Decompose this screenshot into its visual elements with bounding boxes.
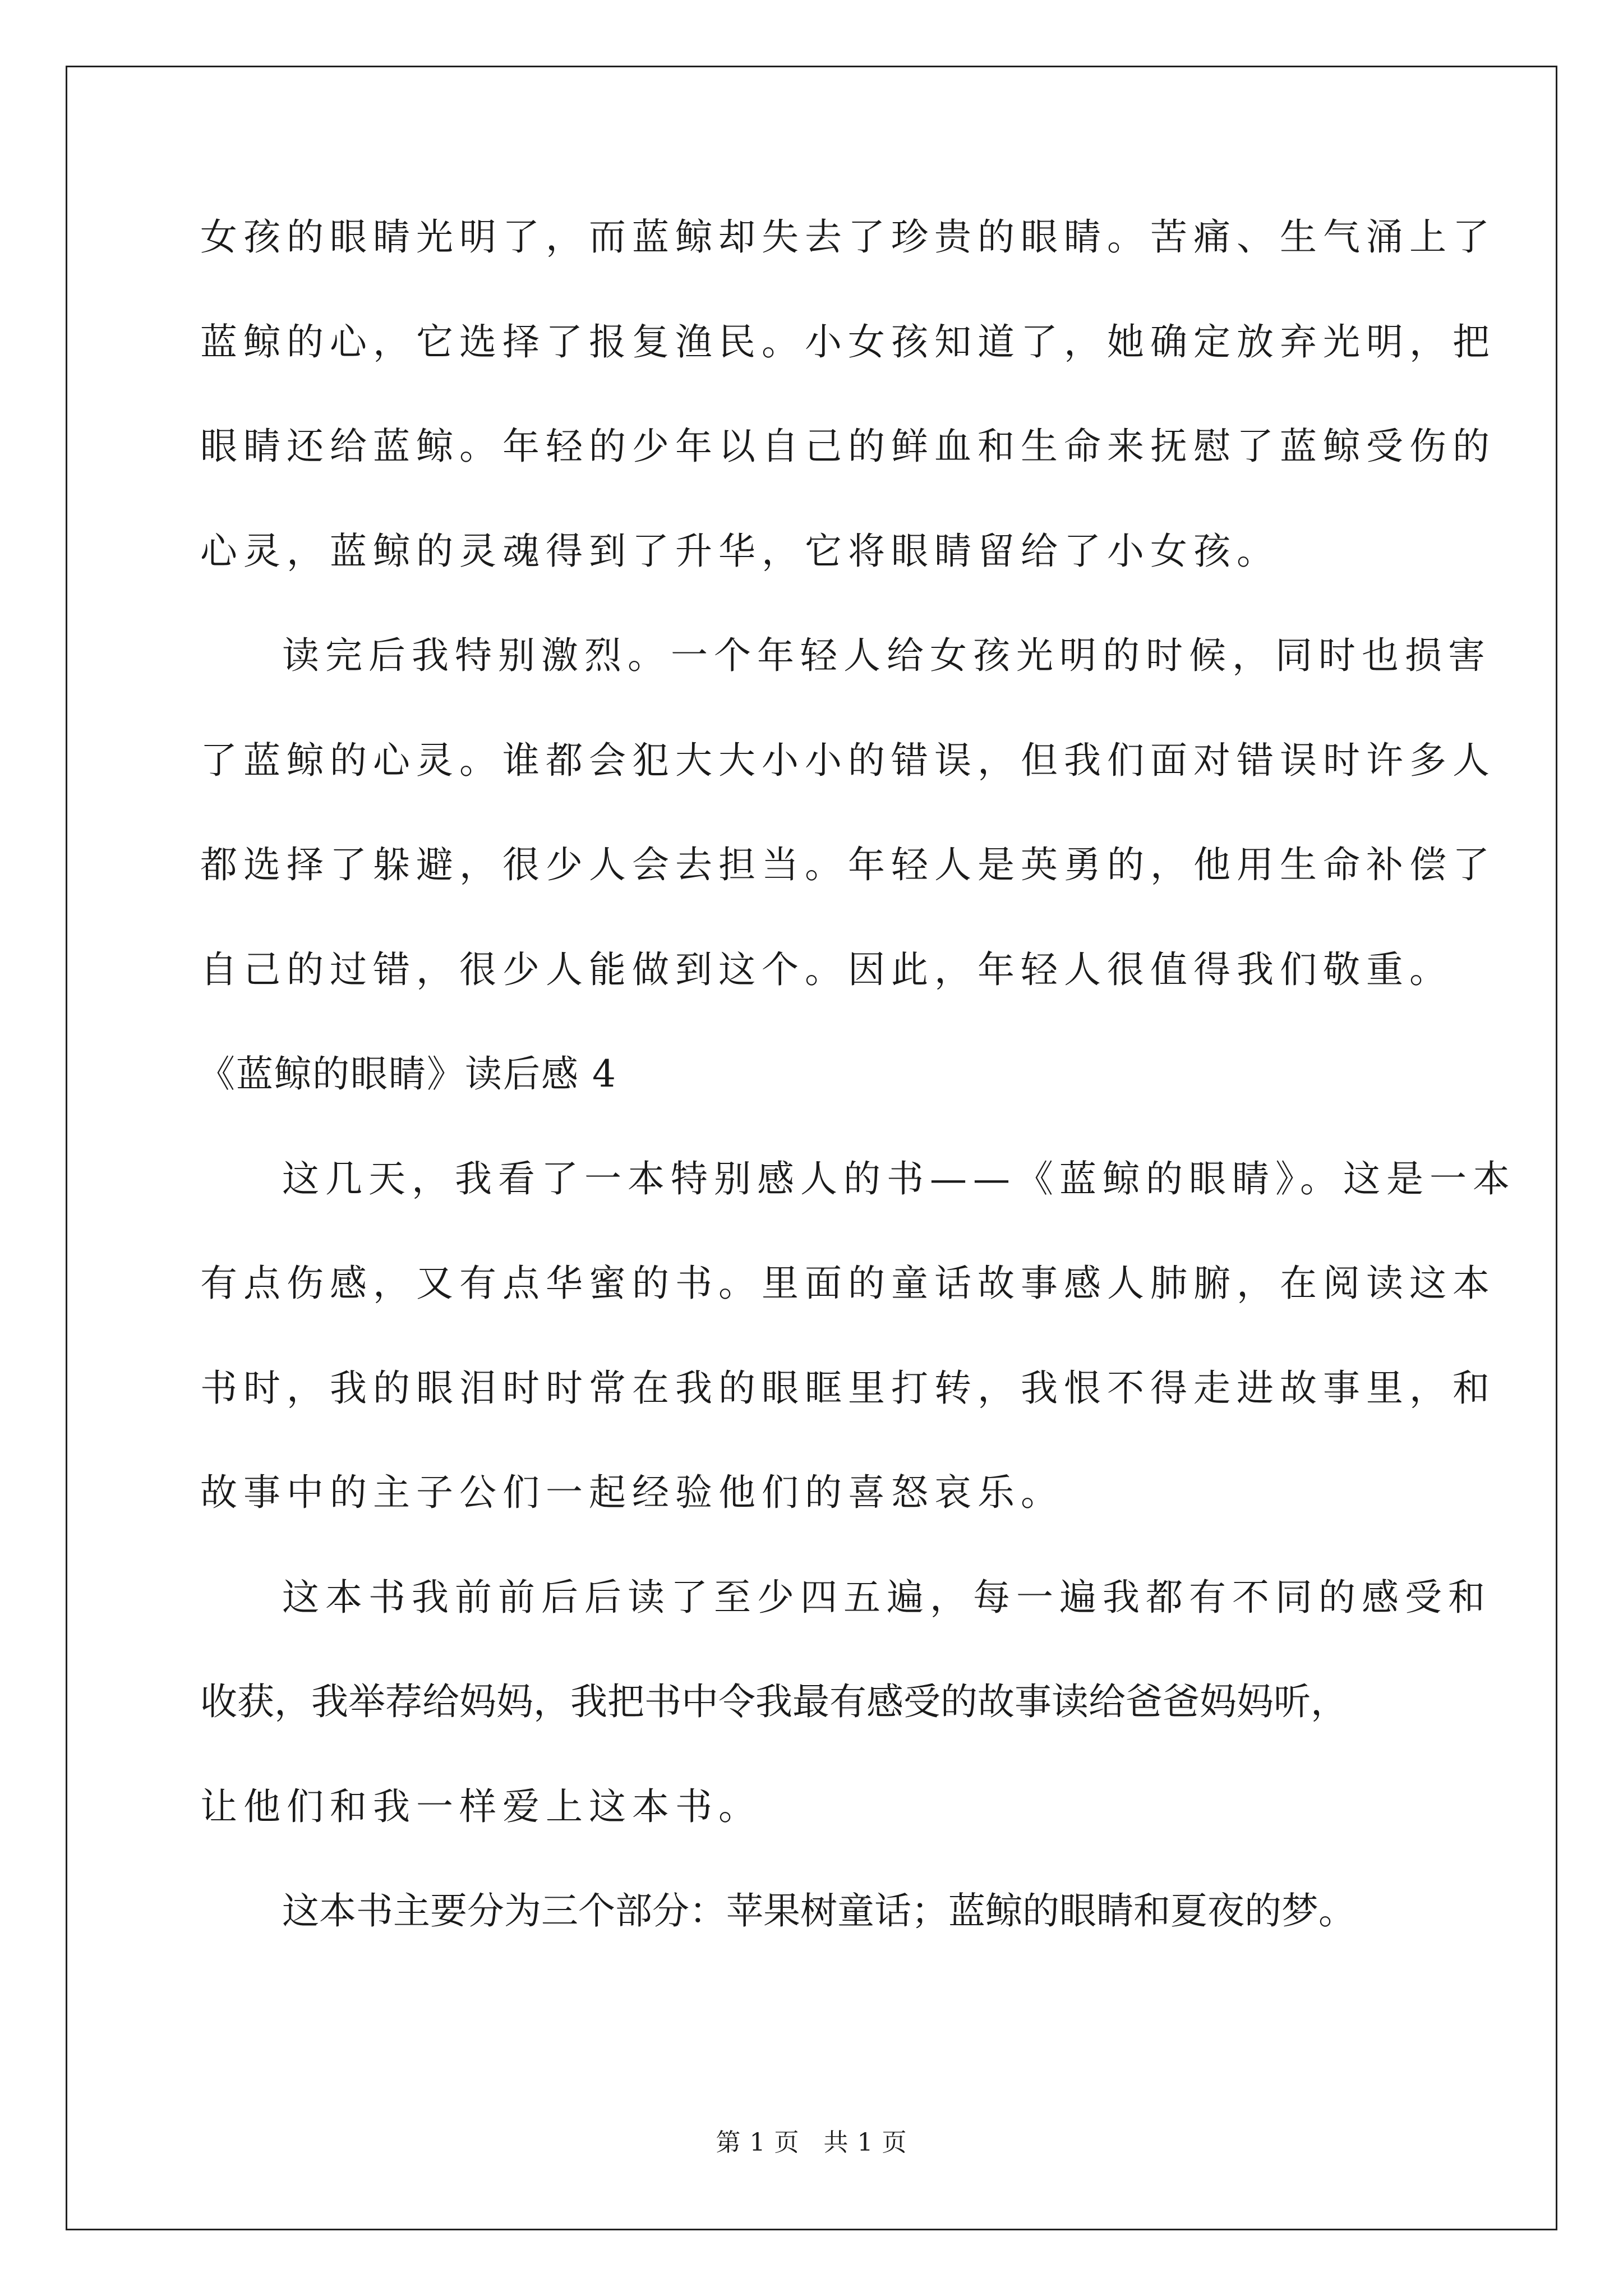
paragraph-start-line: 这本书主要分为三个部分：苹果树童话；蓝鲸的眼睛和夏夜的梦。 — [282, 1889, 1355, 1932]
page-number: 第 1 页 — [716, 2128, 800, 2157]
text-line: 女孩的眼睛光明了，而蓝鲸却失去了珍贵的眼睛。苦痛、生气涌上了 — [200, 215, 1496, 259]
text-line: 自己的过错，很少人能做到这个。因此，年轻人很值得我们敬重。 — [200, 947, 1453, 991]
text-line: 心灵，蓝鲸的灵魂得到了升华，它将眼睛留给了小女孩。 — [200, 529, 1280, 573]
paragraph-start-line: 这几天，我看了一本特别感人的书——《蓝鲸的眼睛》。这是一本 — [282, 1157, 1516, 1200]
text-line: 收获，我举荐给妈妈，我把书中令我最有感受的故事读给爸爸妈妈听， — [200, 1680, 1348, 1723]
text-line: 有点伤感，又有点华蜜的书。里面的童话故事感人肺腑，在阅读这本 — [200, 1262, 1496, 1305]
text-line: 了蓝鲸的心灵。谁都会犯大大小小的错误，但我们面对错误时许多人 — [200, 738, 1496, 782]
section-title: 《蓝鲸的眼睛》读后感 4 — [198, 1052, 617, 1096]
page-total: 共 1 页 — [823, 2128, 907, 2157]
paragraph-start-line: 这本书我前前后后读了至少四五遍，每一遍我都有不同的感受和 — [282, 1575, 1491, 1619]
document-body — [198, 185, 1516, 1964]
text-line: 眼睛还给蓝鲸。年轻的少年以自己的鲜血和生命来抚慰了蓝鲸受伤的 — [200, 425, 1496, 468]
text-line: 让他们和我一样爱上这本书。 — [200, 1784, 762, 1828]
text-line: 都选择了躲避，很少人会去担当。年轻人是英勇的，他用生命补偿了 — [200, 843, 1496, 886]
text-line: 蓝鲸的心，它选择了报复渔民。小女孩知道了，她确定放弃光明，把 — [200, 320, 1496, 364]
text-line: 故事中的主子公们一起经验他们的喜怒哀乐。 — [200, 1471, 1064, 1514]
text-line: 书时，我的眼泪时时常在我的眼眶里打转，我恨不得走进故事里，和 — [200, 1366, 1496, 1410]
paragraph-start-line: 读完后我特别激烈。一个年轻人给女孩光明的时候，同时也损害 — [282, 634, 1491, 677]
page-footer — [0, 2126, 1623, 2160]
